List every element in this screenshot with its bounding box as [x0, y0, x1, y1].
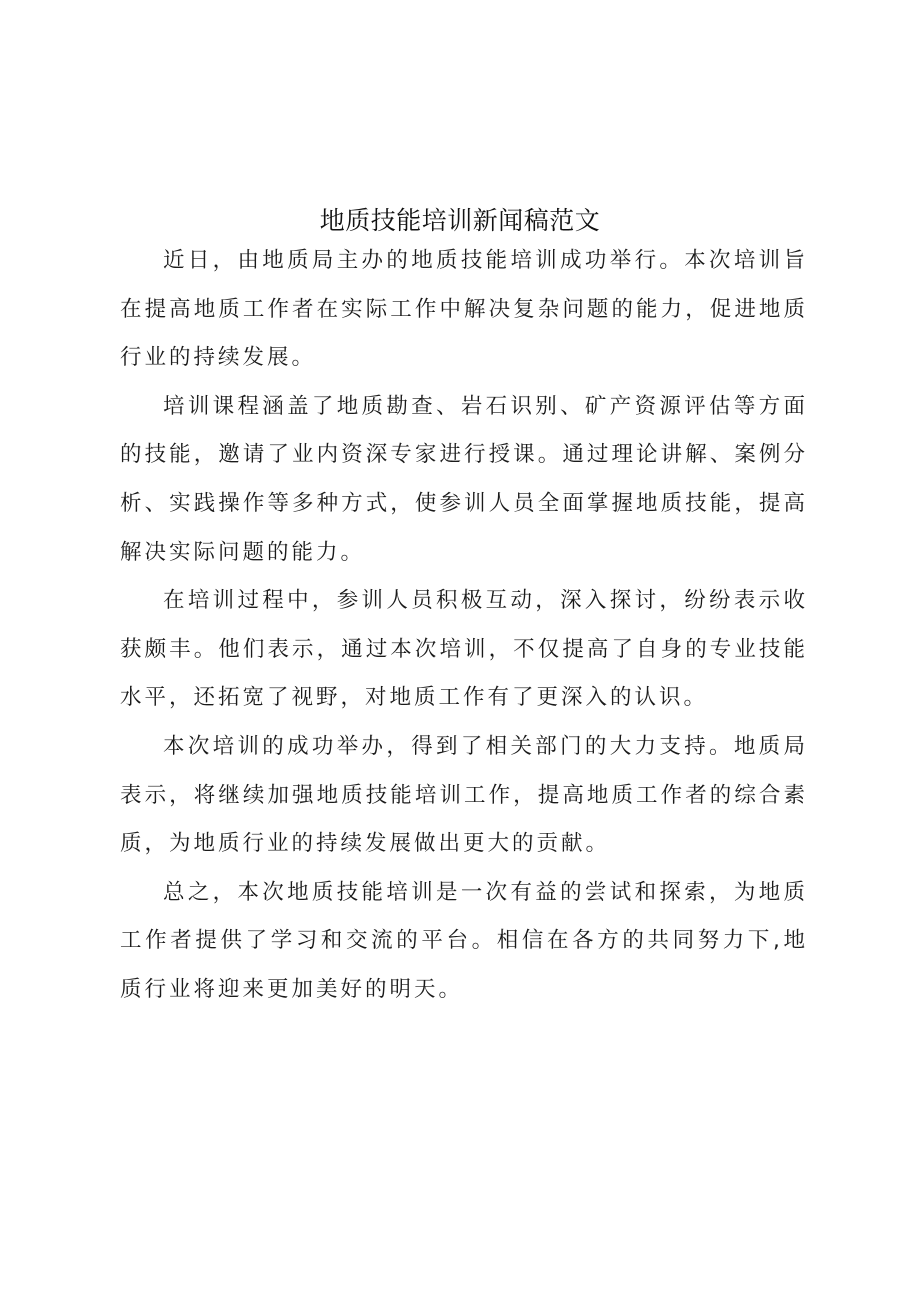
paragraph-2: 培训课程涵盖了地质勘查、岩石识别、矿产资源评估等方面的技能，邀请了业内资深专家进行授课。通过理论讲解、案例分析、实践操作等多种方式，使参训人员全面掌握地质技能，提高解决实际问题的能力。	[120, 393, 808, 565]
paragraph-3: 在培训过程中，参训人员积极互动，深入探讨，纷纷表示收获颇丰。他们表示，通过本次培训，不仅提高了自身的专业技能水平，还拓宽了视野，对地质工作有了更深入的认识。	[120, 588, 808, 711]
document-title: 地质技能培训新闻稿范文	[319, 205, 601, 235]
document-body	[120, 237, 808, 1015]
paragraph-5: 总之，本次地质技能培训是一次有益的尝试和探索，为地质工作者提供了学习和交流的平台。相信在各方的共同努力下,地质行业将迎来更加美好的明天。	[120, 879, 808, 1002]
paragraph-1: 近日，由地质局主办的地质技能培训成功举行。本次培训旨在提高地质工作者在实际工作中解决复杂问题的能力，促进地质行业的持续发展。	[120, 248, 808, 371]
paragraph-4: 本次培训的成功举办，得到了相关部门的大力支持。地质局表示，将继续加强地质技能培训工作，提高地质工作者的综合素质，为地质行业的持续发展做出更大的贡献。	[120, 733, 808, 857]
